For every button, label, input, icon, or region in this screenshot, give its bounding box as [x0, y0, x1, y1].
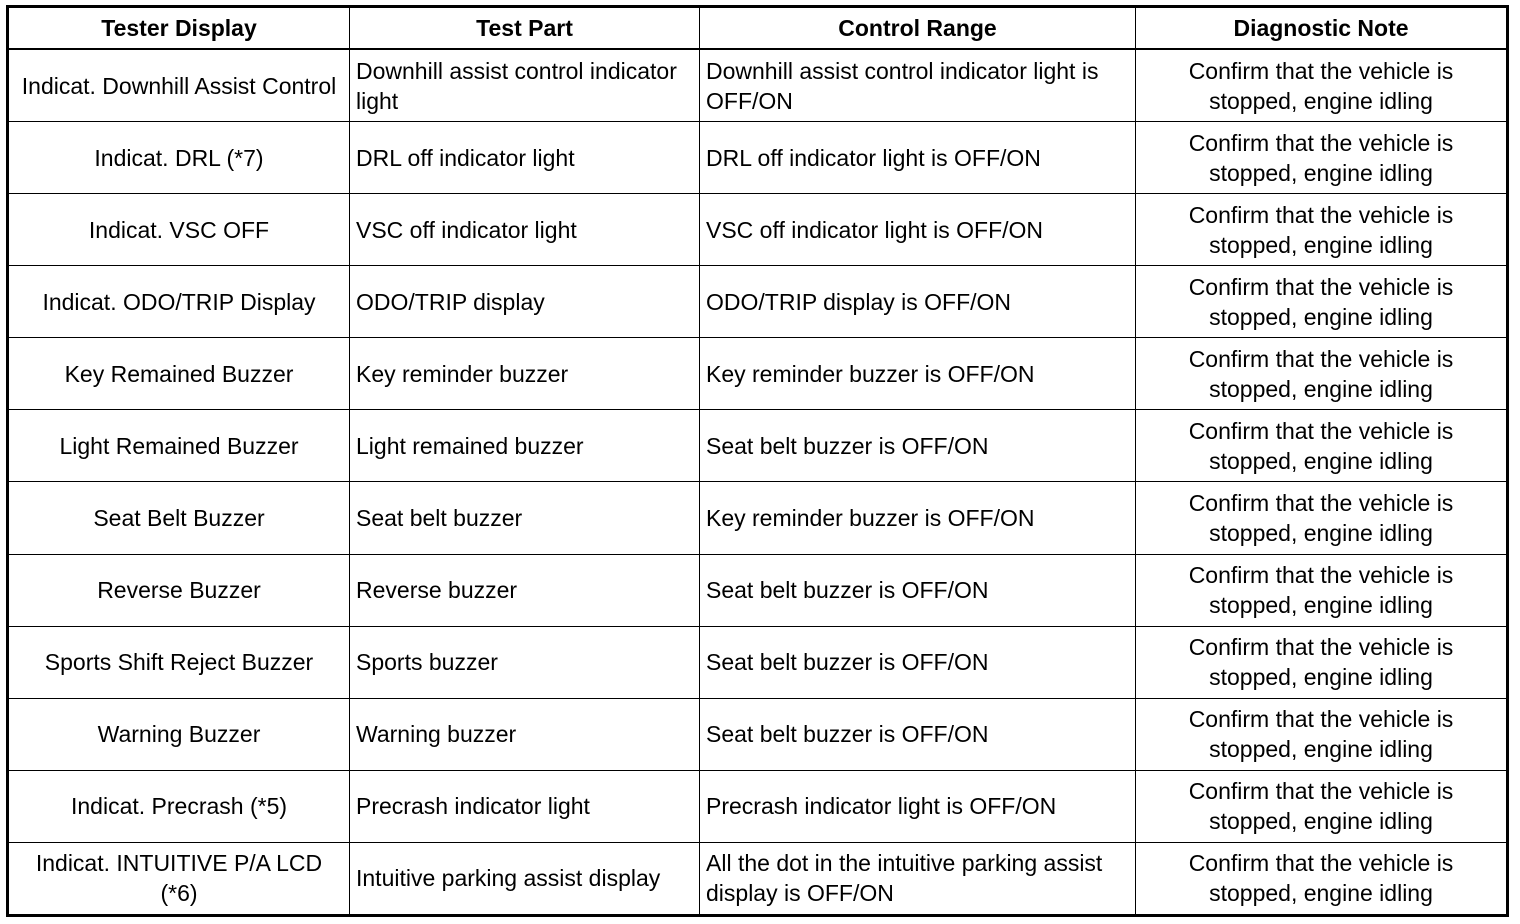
cell-diagnostic-note: Confirm that the vehicle is stopped, engine idling — [1136, 338, 1508, 410]
cell-control-range: Downhill assist control indicator light is OFF/ON — [700, 49, 1136, 122]
table-body — [8, 49, 1508, 916]
table-row — [8, 770, 1508, 842]
cell-test-part: Seat belt buzzer — [350, 482, 700, 554]
table-row — [8, 338, 1508, 410]
cell-test-part: Key reminder buzzer — [350, 338, 700, 410]
cell-diagnostic-note: Confirm that the vehicle is stopped, engine idling — [1136, 770, 1508, 842]
cell-test-part: DRL off indicator light — [350, 122, 700, 194]
cell-test-part: VSC off indicator light — [350, 194, 700, 266]
cell-diagnostic-note: Confirm that the vehicle is stopped, engine idling — [1136, 410, 1508, 482]
cell-tester-display: Reverse Buzzer — [8, 554, 350, 626]
cell-control-range: DRL off indicator light is OFF/ON — [700, 122, 1136, 194]
cell-diagnostic-note: Confirm that the vehicle is stopped, engine idling — [1136, 122, 1508, 194]
cell-tester-display: Indicat. Precrash (*5) — [8, 770, 350, 842]
cell-test-part: Reverse buzzer — [350, 554, 700, 626]
cell-diagnostic-note: Confirm that the vehicle is stopped, engine idling — [1136, 49, 1508, 122]
cell-diagnostic-note: Confirm that the vehicle is stopped, engine idling — [1136, 266, 1508, 338]
header-test-part: Test Part — [350, 7, 700, 50]
header-tester-display: Tester Display — [8, 7, 350, 50]
table-row — [8, 626, 1508, 698]
table-row — [8, 842, 1508, 915]
cell-diagnostic-note: Confirm that the vehicle is stopped, engine idling — [1136, 626, 1508, 698]
cell-control-range: Key reminder buzzer is OFF/ON — [700, 338, 1136, 410]
cell-diagnostic-note: Confirm that the vehicle is stopped, engine idling — [1136, 842, 1508, 915]
cell-tester-display: Indicat. ODO/TRIP Display — [8, 266, 350, 338]
table-row — [8, 49, 1508, 122]
header-control-range: Control Range — [700, 7, 1136, 50]
table-row — [8, 554, 1508, 626]
cell-test-part: Sports buzzer — [350, 626, 700, 698]
diagnostic-table — [6, 5, 1509, 917]
cell-control-range: VSC off indicator light is OFF/ON — [700, 194, 1136, 266]
cell-control-range: Key reminder buzzer is OFF/ON — [700, 482, 1136, 554]
cell-tester-display: Indicat. DRL (*7) — [8, 122, 350, 194]
cell-test-part: Precrash indicator light — [350, 770, 700, 842]
cell-diagnostic-note: Confirm that the vehicle is stopped, engine idling — [1136, 482, 1508, 554]
table-row — [8, 194, 1508, 266]
cell-test-part: Intuitive parking assist display — [350, 842, 700, 915]
table-row — [8, 482, 1508, 554]
header-row — [8, 7, 1508, 50]
cell-diagnostic-note: Confirm that the vehicle is stopped, engine idling — [1136, 194, 1508, 266]
table-header — [8, 7, 1508, 50]
cell-control-range: Seat belt buzzer is OFF/ON — [700, 410, 1136, 482]
cell-test-part: Downhill assist control indicator light — [350, 49, 700, 122]
cell-test-part: Light remained buzzer — [350, 410, 700, 482]
cell-tester-display: Light Remained Buzzer — [8, 410, 350, 482]
cell-tester-display: Key Remained Buzzer — [8, 338, 350, 410]
cell-tester-display: Indicat. VSC OFF — [8, 194, 350, 266]
cell-control-range: Seat belt buzzer is OFF/ON — [700, 554, 1136, 626]
cell-control-range: ODO/TRIP display is OFF/ON — [700, 266, 1136, 338]
cell-control-range: Precrash indicator light is OFF/ON — [700, 770, 1136, 842]
table-row — [8, 410, 1508, 482]
cell-test-part: Warning buzzer — [350, 698, 700, 770]
table-row — [8, 698, 1508, 770]
table-row — [8, 266, 1508, 338]
cell-diagnostic-note: Confirm that the vehicle is stopped, engine idling — [1136, 554, 1508, 626]
cell-diagnostic-note: Confirm that the vehicle is stopped, engine idling — [1136, 698, 1508, 770]
cell-test-part: ODO/TRIP display — [350, 266, 700, 338]
cell-tester-display: Seat Belt Buzzer — [8, 482, 350, 554]
cell-control-range: Seat belt buzzer is OFF/ON — [700, 698, 1136, 770]
table-row — [8, 122, 1508, 194]
header-diagnostic-note: Diagnostic Note — [1136, 7, 1508, 50]
cell-control-range: Seat belt buzzer is OFF/ON — [700, 626, 1136, 698]
cell-control-range: All the dot in the intuitive parking assist display is OFF/ON — [700, 842, 1136, 915]
cell-tester-display: Warning Buzzer — [8, 698, 350, 770]
cell-tester-display: Indicat. Downhill Assist Control — [8, 49, 350, 122]
cell-tester-display: Indicat. INTUITIVE P/A LCD (*6) — [8, 842, 350, 915]
cell-tester-display: Sports Shift Reject Buzzer — [8, 626, 350, 698]
